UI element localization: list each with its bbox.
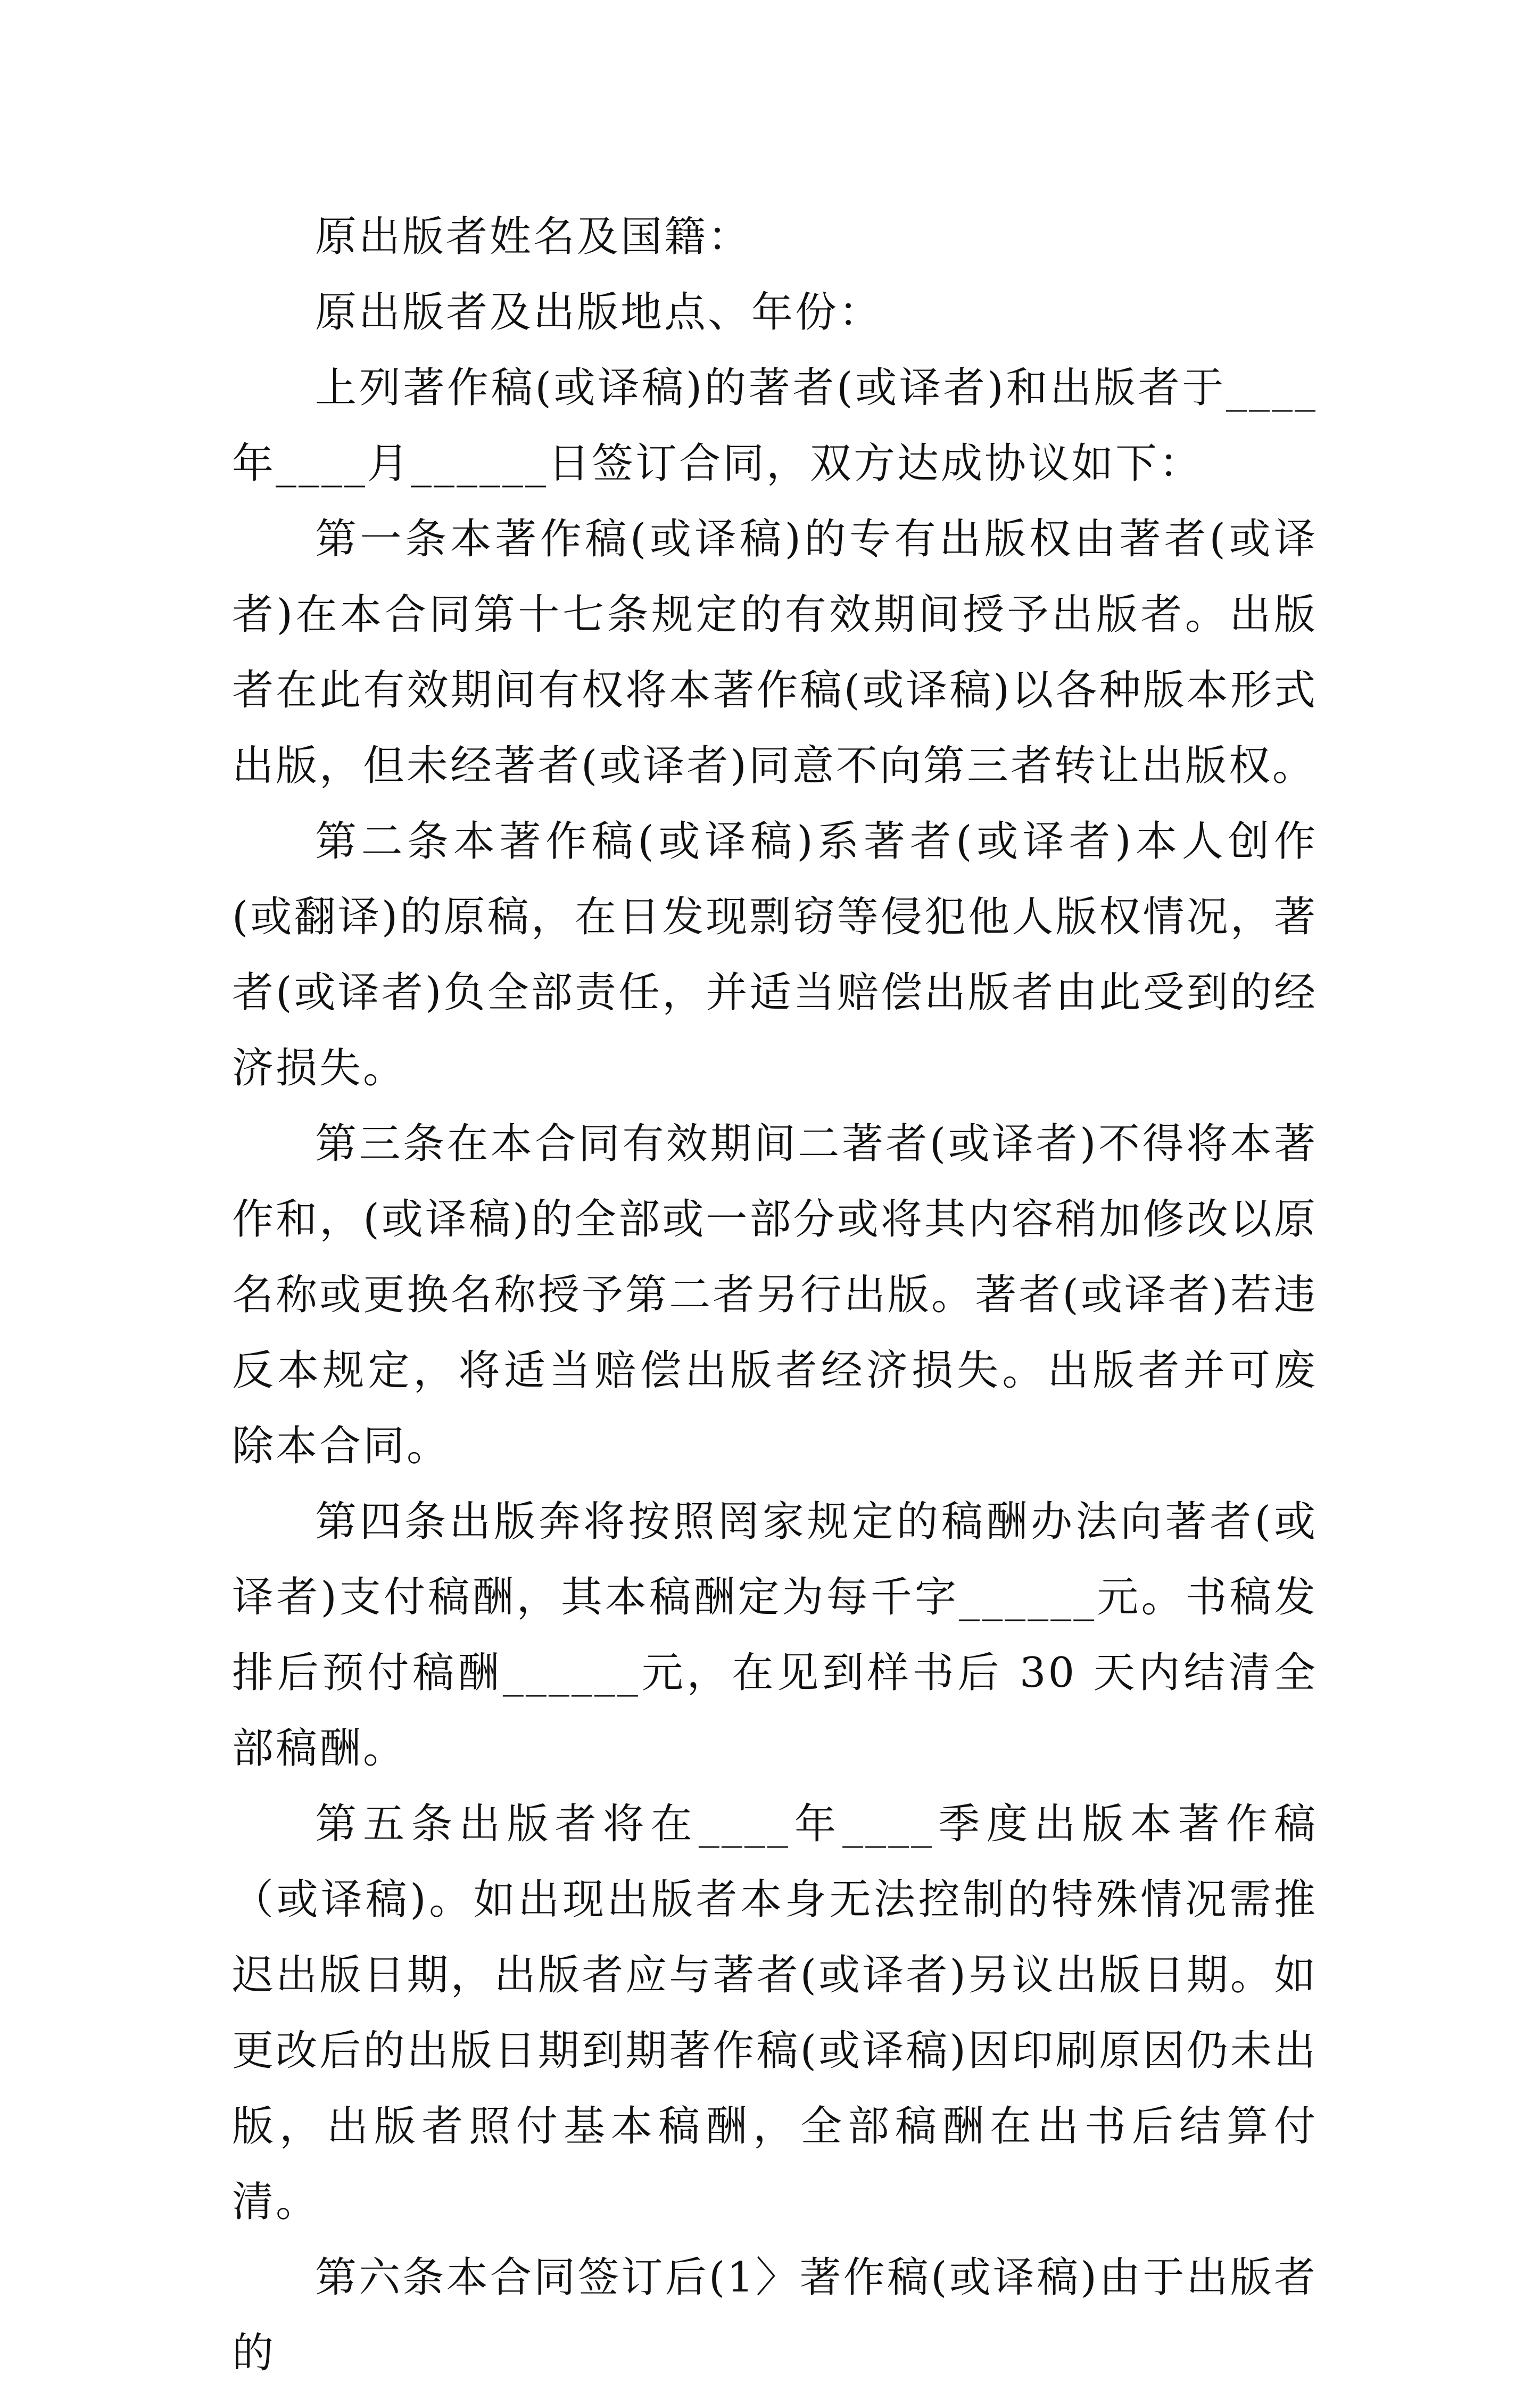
paragraph-article-1: 第一条本著作稿(或译稿)的专有出版权由著者(或译者)在本合同第十七条规定的有效期间授予出版者。出版者在此有效期间有权将本著作稿(或译稿)以各种版本形式出版，但未经著者(或译者)同意不向第三者转让出版权。 bbox=[232, 515, 1318, 790]
paragraph-article-4: 第四条出版奔将按照罔家规定的稿酬办法向著者(或译者)支付稿酬，其本稿酬定为每千字______元。书稿发排后预付稿酬______元，在见到样书后 30 天内结清全部稿酬。 bbox=[232, 1498, 1318, 1772]
paragraph-article-2: 第二条本著作稿(或译稿)系著者(或译者)本人创作(或翻译)的原稿，在日发现剽窃等侵犯他人版权情况，著者(或译者)负全部责任，并适当赔偿出版者由此受到的经济损失。 bbox=[232, 818, 1318, 1092]
paragraph-contract-intro: 上列著作稿(或译稿)的著者(或译者)和出版者于____年____月______日签订合同，双方达成协议如下： bbox=[232, 364, 1318, 488]
paragraph-article-5: 第五条出版者将在____年____季度出版本著作稿（或译稿)。如出现出版者本身无法控制的特殊情况需推迟出版日期，出版者应与著者(或译者)另议出版日期。如更改后的出版日期到期著作稿(或译稿)因印刷原因仍未出版，出版者照付基本稿酬，全部稿酬在出书后结算付清。 bbox=[232, 1800, 1318, 2226]
paragraph-article-3: 第三条在本合同有效期间二著者(或译者)不得将本著作和，(或译稿)的全部或一部分或将其内容稍加修改以原名称或更换名称授予第二者另行出版。著者(或译者)若违反本规定，将适当赔偿出版者经济损失。出版者并可废除本合同。 bbox=[232, 1120, 1318, 1470]
paragraph-article-6: 第六条本合同签订后(1〉著作稿(或译稿)由于出版者的 bbox=[232, 2254, 1318, 2377]
paragraph-original-publisher-name: 原出版者姓名及国籍： bbox=[315, 213, 752, 261]
paragraph-original-publisher-place: 原出版者及出版地点、年份： bbox=[315, 288, 883, 336]
document-body bbox=[232, 199, 1318, 2391]
